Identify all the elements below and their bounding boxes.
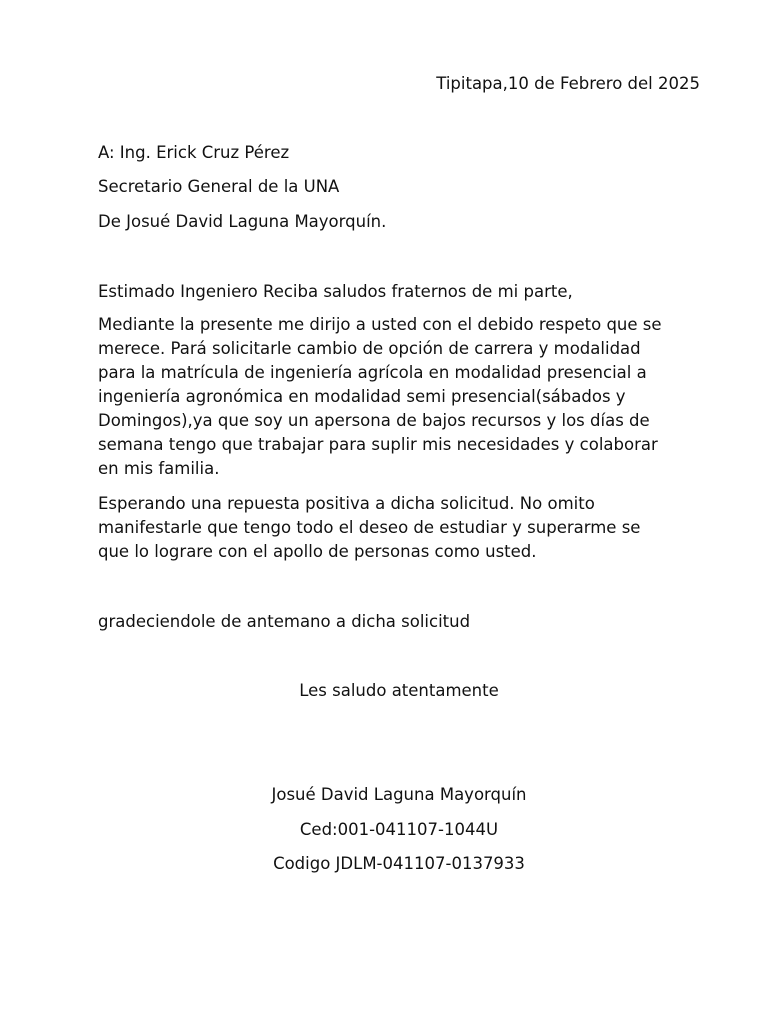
body-paragraph-1-line: ingeniería agronómica en modalidad semi presencial(sábados y bbox=[98, 387, 626, 406]
body-paragraph-1-line: Mediante la presente me dirijo a usted con el debido respeto que se bbox=[98, 315, 662, 334]
letter-date: Tipitapa,10 de Febrero del 2025 bbox=[436, 74, 700, 93]
body-paragraph-1-line: en mis familia. bbox=[98, 459, 220, 478]
signature-code: Codigo JDLM-041107-0137933 bbox=[273, 854, 525, 873]
recipient-line: A: Ing. Erick Cruz Pérez bbox=[98, 143, 290, 162]
recipient-title: Secretario General de la UNA bbox=[98, 177, 340, 196]
closing-line: Les saludo atentamente bbox=[299, 681, 499, 700]
body-paragraph-1-line: semana tengo que trabajar para suplir mis necesidades y colaborar bbox=[98, 435, 658, 454]
greeting: Estimado Ingeniero Reciba saludos fraternos de mi parte, bbox=[98, 282, 573, 301]
body-paragraph-1-line: para la matrícula de ingeniería agrícola en modalidad presencial a bbox=[98, 363, 647, 382]
body-paragraph-1-line: Domingos),ya que soy un apersona de bajos recursos y los días de bbox=[98, 411, 650, 430]
body-paragraph-2-line: que lo lograre con el apollo de personas como usted. bbox=[98, 542, 537, 561]
body-paragraph-2 bbox=[98, 492, 708, 564]
body-paragraph-2-line: Esperando una repuesta positiva a dicha solicitud. No omito bbox=[98, 494, 595, 513]
body-paragraph-1-line: merece. Pará solicitarle cambio de opción de carrera y modalidad bbox=[98, 339, 641, 358]
signature-name: Josué David Laguna Mayorquín bbox=[271, 785, 527, 804]
body-paragraph-1 bbox=[98, 313, 708, 481]
body-paragraph-2-line: manifestarle que tengo todo el deseo de estudiar y superarme se bbox=[98, 518, 641, 537]
thanks-line: gradeciendole de antemano a dicha solicitud bbox=[98, 612, 471, 631]
signature-id: Ced:001-041107-1044U bbox=[299, 820, 499, 839]
sender-line: De Josué David Laguna Mayorquín. bbox=[98, 212, 387, 231]
